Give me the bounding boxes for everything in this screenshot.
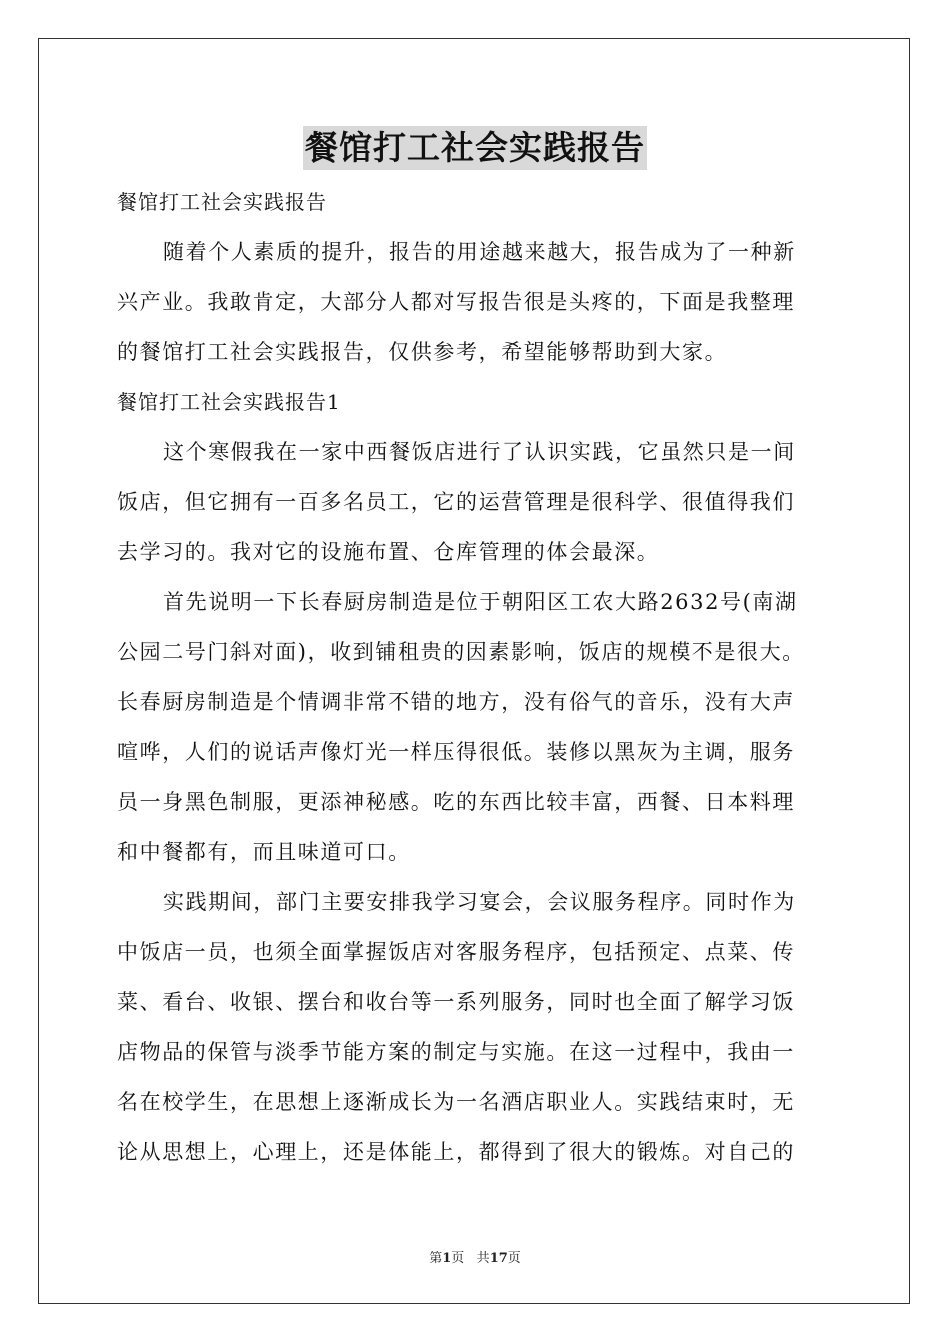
total-prefix: 共 <box>476 1251 490 1266</box>
section-heading: 餐馆打工社会实践报告1 <box>117 390 341 414</box>
paragraph-line: 长春厨房制造是个情调非常不错的地方，没有俗气的音乐，没有大声 <box>117 690 795 714</box>
paragraph-line: 实践期间，部门主要安排我学习宴会，会议服务程序。同时作为 <box>163 890 796 914</box>
document-title: 餐馆打工社会实践报告 <box>303 126 647 170</box>
paragraph-line: 和中餐都有，而且味道可口。 <box>117 840 411 864</box>
page-current: 1 <box>442 1251 452 1266</box>
paragraph-line: 这个寒假我在一家中西餐饭店进行了认识实践，它虽然只是一间 <box>163 440 796 464</box>
title-container <box>0 126 950 170</box>
document-body <box>117 177 837 1177</box>
paragraph-line: 首先说明一下长春厨房制造是位于朝阳区工农大路2632号(南湖 <box>163 590 798 614</box>
intro-line: 兴产业。我敢肯定，大部分人都对写报告很是头疼的，下面是我整理 <box>117 290 795 314</box>
page-prefix: 第 <box>429 1251 443 1266</box>
paragraph-line: 员一身黑色制服，更添神秘感。吃的东西比较丰富，西餐、日本料理 <box>117 790 795 814</box>
page-suffix: 页 <box>451 1251 465 1266</box>
intro-line: 随着个人素质的提升，报告的用途越来越大，报告成为了一种新 <box>163 240 796 264</box>
document-subtitle: 餐馆打工社会实践报告 <box>117 190 327 214</box>
paragraph-line: 论从思想上，心理上，还是体能上，都得到了很大的锻炼。对自己的 <box>117 1140 795 1164</box>
paragraph-line: 喧哗，人们的说话声像灯光一样压得很低。装修以黑灰为主调，服务 <box>117 740 795 764</box>
paragraph-line: 去学习的。我对它的设施布置、仓库管理的体会最深。 <box>117 540 660 564</box>
total-suffix: 页 <box>507 1251 521 1266</box>
page-total: 17 <box>489 1251 508 1266</box>
page-footer <box>0 1247 950 1266</box>
paragraph-line: 公园二号门斜对面)，收到铺租贵的因素影响，饭店的规模不是很大。 <box>117 640 805 664</box>
intro-line: 的餐馆打工社会实践报告，仅供参考，希望能够帮助到大家。 <box>117 340 728 364</box>
paragraph-line: 菜、看台、收银、摆台和收台等一系列服务，同时也全面了解学习饭 <box>117 990 795 1014</box>
paragraph-line: 饭店，但它拥有一百多名员工，它的运营管理是很科学、很值得我们 <box>117 490 795 514</box>
paragraph-line: 店物品的保管与淡季节能方案的制定与实施。在这一过程中，我由一 <box>117 1040 795 1064</box>
paragraph-line: 中饭店一员，也须全面掌握饭店对客服务程序，包括预定、点菜、传 <box>117 940 795 964</box>
paragraph-line: 名在校学生，在思想上逐渐成长为一名酒店职业人。实践结束时，无 <box>117 1090 795 1114</box>
